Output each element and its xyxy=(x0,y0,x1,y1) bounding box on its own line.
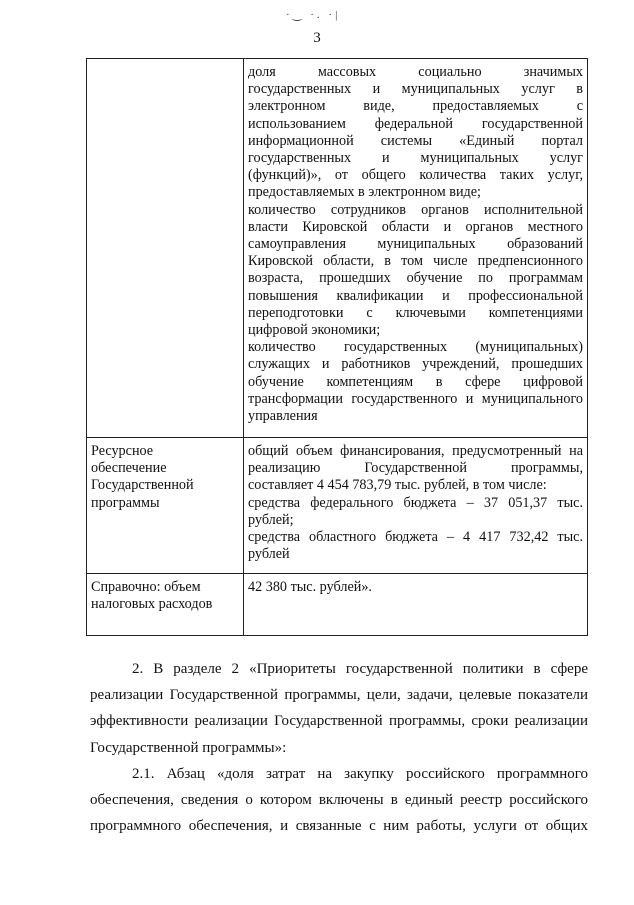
text-line: информационной системы «Единый портал xyxy=(248,132,583,149)
text-line: составляет 4 454 783,79 тыс. рублей, в том числе: xyxy=(248,477,547,494)
text-line: 42 380 тыс. рублей». xyxy=(248,579,372,595)
text-line: обеспечения, сведения о котором включены в единый реестр российского xyxy=(90,792,588,809)
text-line: 2.1. Абзац «доля затрат на закупку российского программного xyxy=(132,765,588,782)
text-line: эффективности реализации Государственной программы, сроки реализации xyxy=(90,713,588,730)
text-line: трансформации государственного и муниципального xyxy=(248,390,583,407)
page-number: 3 xyxy=(313,30,321,46)
text-line: доля массовых социально значимых xyxy=(248,64,583,80)
text-line: обеспечение xyxy=(91,460,167,477)
text-line: Справочно: объем xyxy=(91,579,201,595)
text-line: программного обеспечения, и связанные с ним работы, услуги от общих xyxy=(90,818,588,835)
text-line: управления xyxy=(248,408,318,425)
text-line: Кировской области, в том числе предпенсионного xyxy=(248,253,583,270)
text-line: реализацию Государственной программы, xyxy=(248,460,583,477)
text-line: средства областного бюджета – 4 417 732,42 тыс. xyxy=(248,529,583,546)
text-line: рублей; xyxy=(248,511,294,528)
text-line: рублей xyxy=(248,546,290,563)
text-line: средства федерального бюджета – 37 051,37 тыс. xyxy=(248,494,583,511)
text-line: программы xyxy=(91,494,160,511)
indicators-text xyxy=(248,64,583,425)
text-line: Государственной программы»: xyxy=(90,739,287,756)
text-line: обучение компетенциям в сфере цифровой xyxy=(248,373,583,390)
row-label-cell xyxy=(87,438,244,574)
text-line: использованием федеральной государственной xyxy=(248,115,583,132)
program-passport-table xyxy=(86,58,588,636)
scan-artifact-top: ·‿ ·. ·| xyxy=(286,9,341,21)
financing-text xyxy=(248,443,583,563)
tax-expenses-label xyxy=(91,579,239,613)
text-line: служащих и работников учреждений, прошедших xyxy=(248,356,583,373)
row-label-cell xyxy=(87,574,244,636)
text-line: возраста, прошедших обучение по программам xyxy=(248,270,583,287)
text-line: Ресурсное xyxy=(91,443,154,459)
text-line: (функций)», от общего количества таких услуг, xyxy=(248,167,583,184)
table-row xyxy=(87,574,588,636)
text-line: предоставляемых в электронном виде; xyxy=(248,184,481,201)
tax-expenses-value xyxy=(248,579,583,596)
text-line: количество государственных (муниципальных) xyxy=(248,339,583,356)
text-line: государственных и муниципальных услуг в xyxy=(248,81,583,98)
row-value-cell xyxy=(244,574,588,636)
text-line: повышения квалификации и профессиональной xyxy=(248,287,583,304)
text-line: 2. В разделе 2 «Приоритеты государственной политики в сфере xyxy=(132,661,588,677)
text-line: электронном виде, предоставляемых с xyxy=(248,98,583,115)
body-text xyxy=(90,656,588,839)
text-line: государственных и муниципальных услуг xyxy=(248,150,583,167)
resource-support-label xyxy=(91,443,239,512)
text-line: цифровой экономики; xyxy=(248,322,381,339)
row-value-cell xyxy=(244,59,588,438)
text-line: самоуправления муниципальных образований xyxy=(248,236,583,253)
text-line: реализации Государственной программы, цели, задачи, целевые показатели xyxy=(90,687,588,704)
text-line: общий объем финансирования, предусмотренный на xyxy=(248,443,583,459)
text-line: переподготовки с ключевыми компетенциями xyxy=(248,304,583,321)
table-row xyxy=(87,438,588,574)
table-row xyxy=(87,59,588,438)
text-line: Государственной xyxy=(91,477,194,494)
paragraph-2-1 xyxy=(90,761,588,840)
row-value-cell xyxy=(244,438,588,574)
text-line: количество сотрудников органов исполнительной xyxy=(248,201,583,218)
row-label-cell xyxy=(87,59,244,438)
text-line: налоговых расходов xyxy=(91,596,213,613)
text-line: власти Кировской области и органов местного xyxy=(248,218,583,235)
paragraph-section-2 xyxy=(90,656,588,761)
